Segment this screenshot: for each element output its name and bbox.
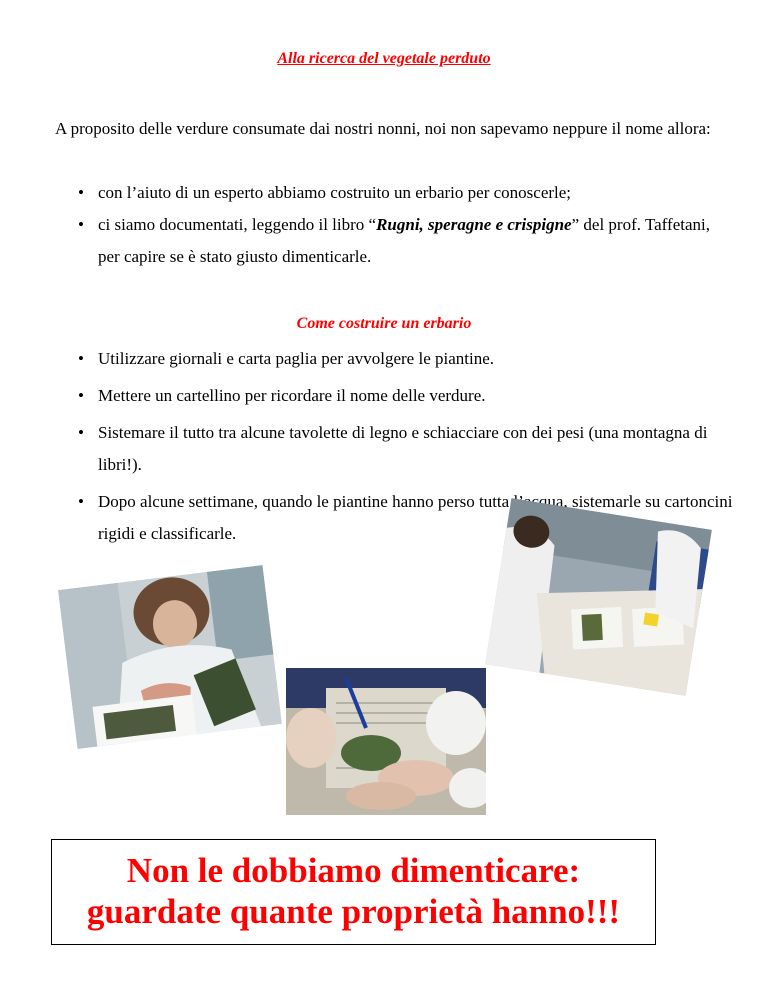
activities-list	[55, 177, 735, 273]
list-item-text-before: ci siamo documentati, leggendo il libro “	[98, 215, 377, 234]
intro-paragraph: A proposito delle verdure consumate dai nostri nonni, noi non sapevamo neppure il nome allora:	[55, 119, 711, 138]
callout-box	[51, 839, 656, 945]
bullet: •	[78, 349, 84, 368]
photo-hands-pressing-plants	[286, 668, 486, 815]
bullet: •	[78, 183, 84, 202]
list-item	[55, 177, 735, 209]
document-title: Alla ricerca del vegetale perduto	[277, 50, 491, 67]
list-item-text: Dopo alcune settimane, quando le piantine hanno perso tutta l’acqua, sistemarle su cartoncini rigidi e classificarle.	[98, 492, 733, 543]
list-item	[55, 417, 735, 481]
book-title: Rugni, speragne e crispigne	[376, 215, 572, 234]
list-item-text: Sistemare il tutto tra alcune tavolette di legno e schiacciare con dei pesi (una montagna di libri!).	[98, 423, 708, 474]
list-item	[55, 380, 735, 412]
bullet: •	[78, 492, 84, 511]
list-item-text: Utilizzare giornali e carta paglia per avvolgere le piantine.	[98, 349, 494, 368]
photo-student-herbarium	[58, 565, 282, 749]
list-item-text-after: ” del prof. Taffetani, per capire se è stato giusto dimenticarle.	[98, 215, 710, 266]
list-item	[55, 343, 735, 375]
photo-students-classifying	[485, 498, 712, 696]
section-title: Come costruire un erbario	[296, 315, 472, 332]
callout-line-2: guardate quante proprietà hanno!!!	[86, 892, 621, 931]
list-item	[55, 209, 735, 273]
list-item-text: con l’aiuto di un esperto abbiamo costruito un erbario per conoscerle;	[98, 183, 572, 202]
list-item-text: Mettere un cartellino per ricordare il nome delle verdure.	[98, 386, 486, 405]
bullet: •	[78, 215, 84, 234]
bullet: •	[78, 386, 84, 405]
bullet: •	[78, 423, 84, 442]
callout-line-1: Non le dobbiamo dimenticare:	[126, 851, 581, 890]
